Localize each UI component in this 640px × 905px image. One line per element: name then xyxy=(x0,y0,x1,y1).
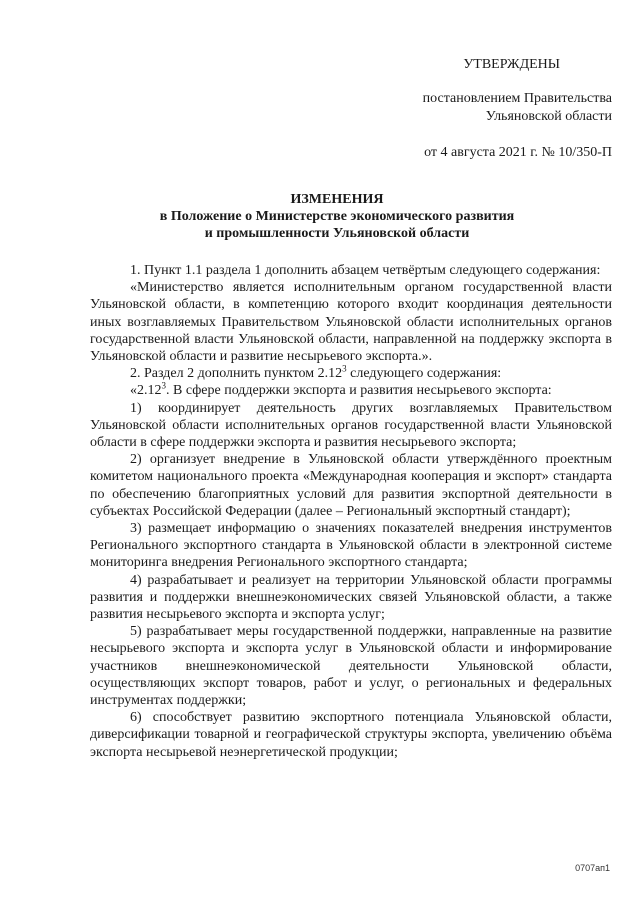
paragraph-10: 6) способствует развитию экспортного потенциала Ульяновской области, диверсификации товарной и географической структуры экспорта, увеличению объёма экспорта несырьевой неэнергетической продукции; xyxy=(90,710,612,760)
document-body xyxy=(90,262,612,761)
paragraph-1: 1. Пункт 1.1 раздела 1 дополнить абзацем четвёртым следующего содержания: xyxy=(130,263,601,278)
document-title xyxy=(90,191,584,242)
superscript-3: 3 xyxy=(342,363,347,374)
paragraph-3-text-b: следующего содержания: xyxy=(346,366,502,382)
paragraph-5: 1) координирует деятельность других возглавляемых Правительством Ульяновской области исполнительных органов государственной власти Ульяновской области в сфере поддержки экспорта и развития несырьевого экспорта; xyxy=(90,400,612,451)
approval-line-2: Ульяновской области xyxy=(485,109,612,124)
approval-date: от 4 августа 2021 г. № 10/350-П xyxy=(424,145,612,160)
document-code: 0707ап1 xyxy=(575,863,610,873)
paragraph-4 xyxy=(90,382,612,399)
paragraph-6: 2) организует внедрение в Ульяновской области утверждённого проектным комитетом национального проекта «Международная кооперация и экспорт» стандарта по обеспечению благоприятных условий для развития экспортной деятельности в субъектах Российской Федерации (далее – Региональный экспортный стандарт); xyxy=(90,452,612,519)
paragraph-9: 5) разрабатывает меры государственной поддержки, направленные на развитие несырьевого экспорта и экспорта услуг в Ульяновской области и информирование участников внешнеэкономической деятельности Ульяновской области, осуществляющих экспорт товаров, работ и услуг, о региональных и федеральных инструментах поддержки; xyxy=(90,624,612,709)
paragraph-4-text-a: «2.12 xyxy=(130,383,162,399)
paragraph-3-text-a: 2. Раздел 2 дополнить пунктом 2.12 xyxy=(130,366,343,382)
paragraph-8: 4) разрабатывает и реализует на территории Ульяновской области программы развития и поддержки внешнеэкономических связей Ульяновской области, а также развития несырьевого экспорта и экспорта услуг; xyxy=(90,572,612,623)
title-line-1: ИЗМЕНЕНИЯ xyxy=(290,192,384,207)
paragraph-2: «Министерство является исполнительным органом государственной власти Ульяновской области, в компетенцию которого входит координация деятельности иных возглавляемых Правительством Ульяновской области исполнительных органов государственной власти Ульяновской области, направленной на поддержку экспорта в Ульяновской области и развитие несырьевого экспорта.». xyxy=(90,280,612,365)
approval-heading: УТВЕРЖДЕНЫ xyxy=(463,57,560,72)
paragraph-7: 3) размещает информацию о значениях показателей внедрения инструментов Регионального экспортного стандарта в Ульяновской области в электронной системе мониторинга внедрения Регионального экспортного стандарта; xyxy=(90,521,612,571)
paragraph-4-text-b: . В сфере поддержки экспорта и развития несырьевого экспорта: xyxy=(166,383,552,399)
superscript-4: 3 xyxy=(161,380,166,391)
title-line-2: в Положение о Министерстве экономического развития xyxy=(159,209,515,224)
paragraph-3 xyxy=(90,365,612,382)
title-line-3: и промышленности Ульяновской области xyxy=(204,226,470,241)
approval-block xyxy=(352,56,612,162)
approval-line-1: постановлением Правительства xyxy=(422,91,612,106)
